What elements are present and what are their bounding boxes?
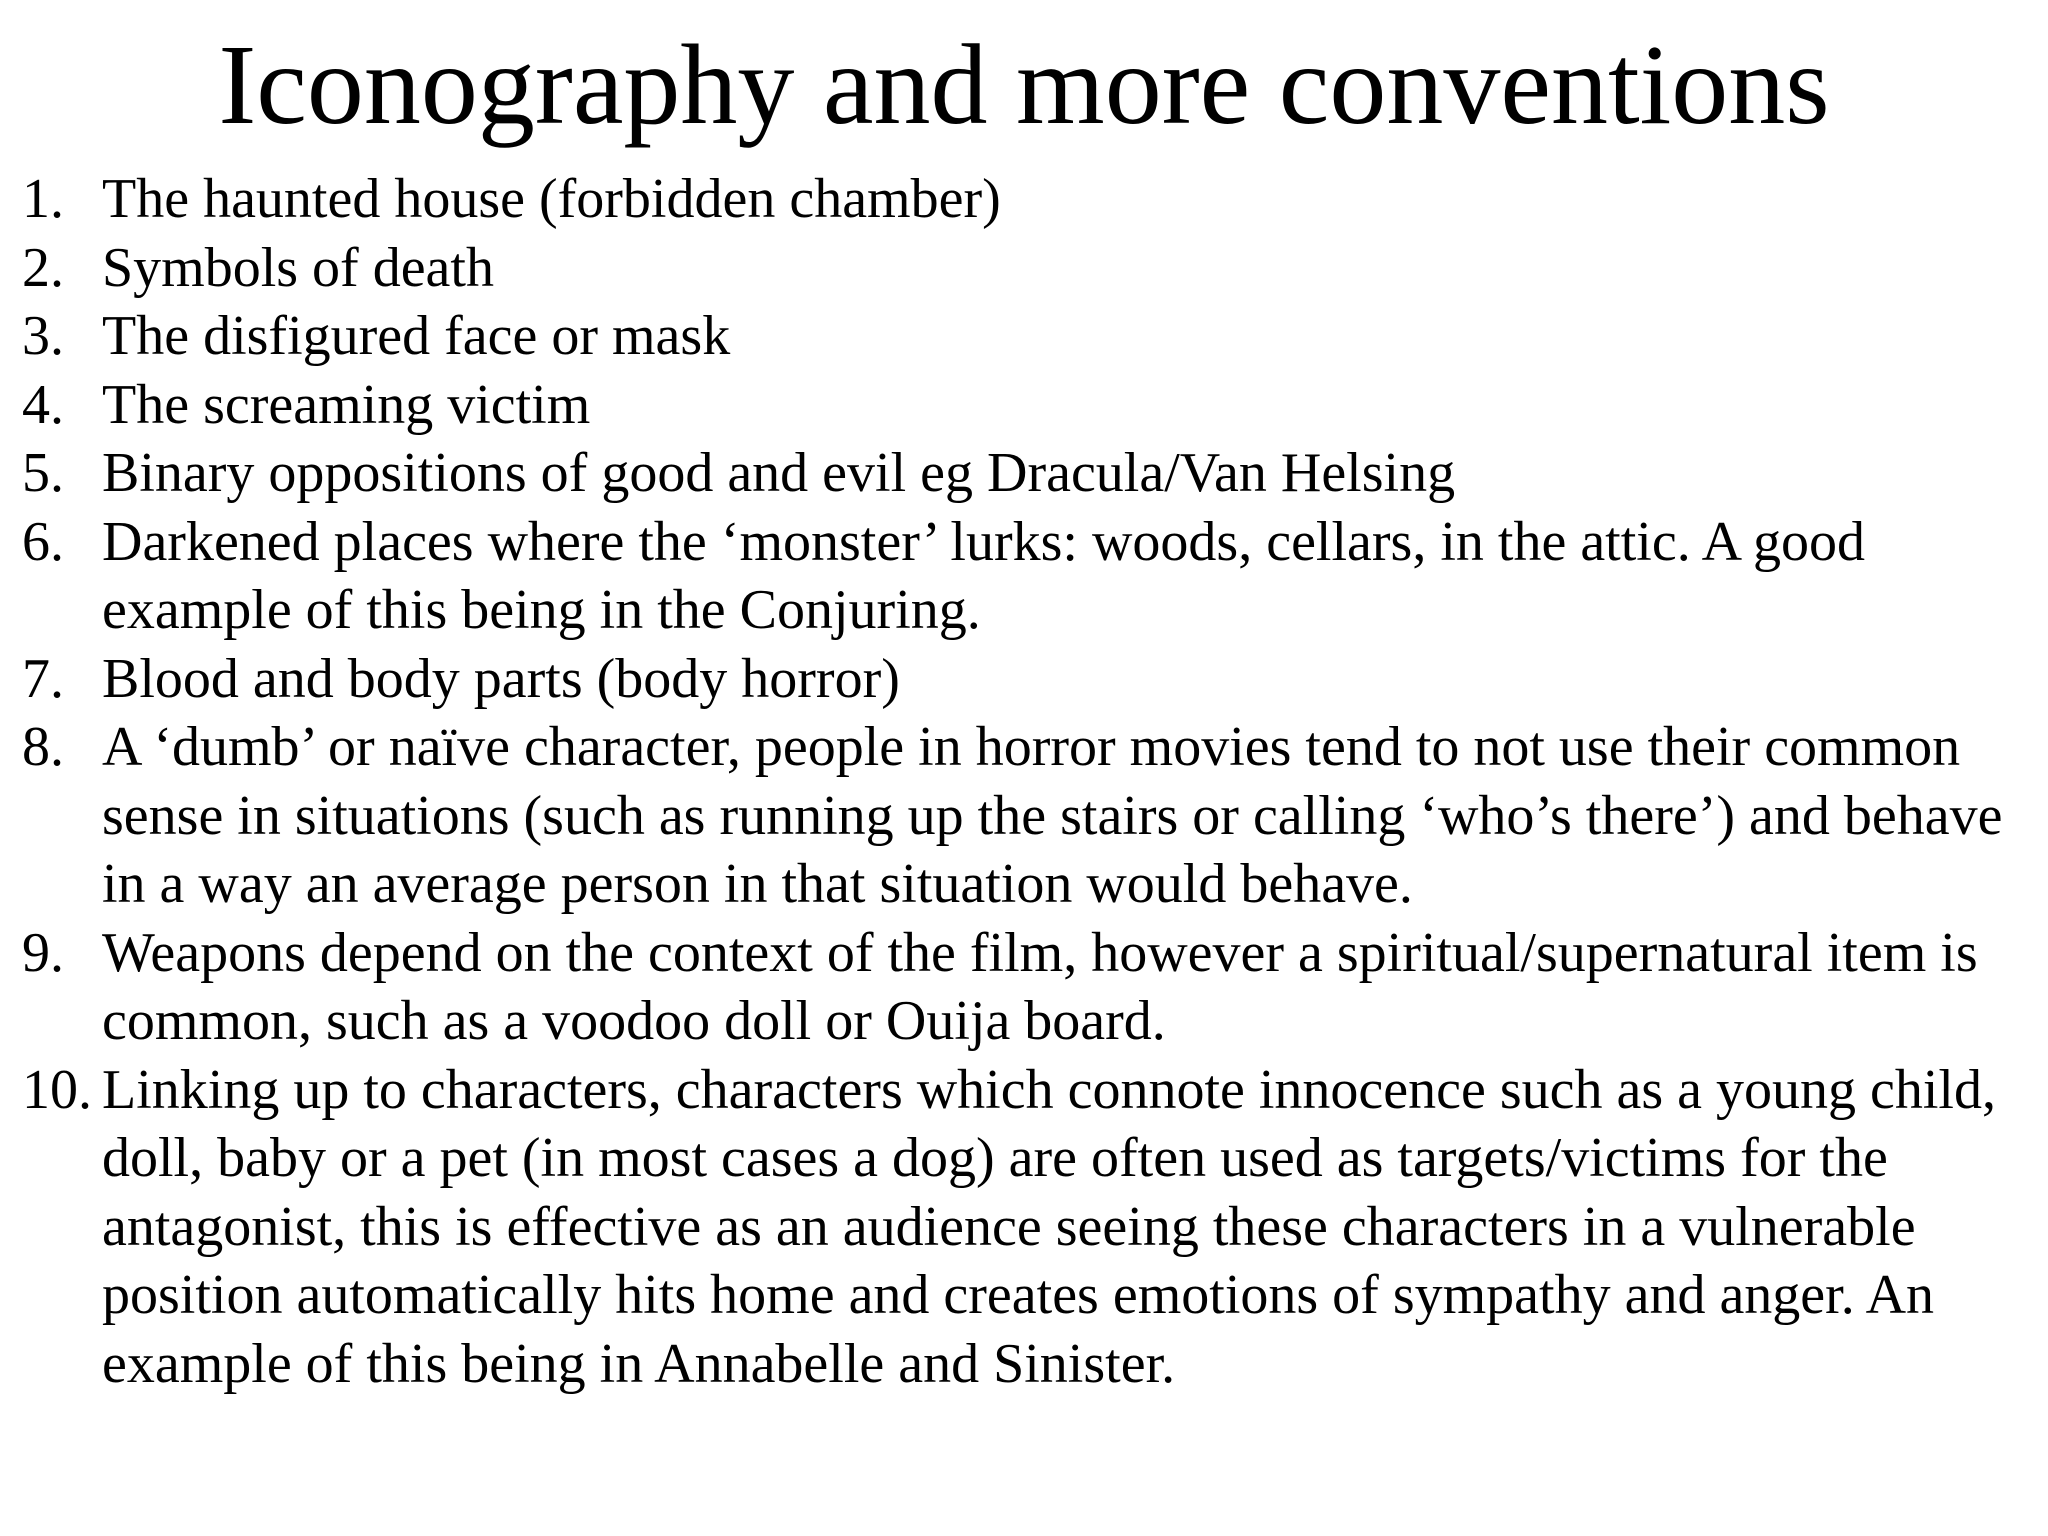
list-item-number: 4.: [22, 373, 64, 436]
list-item: [0, 508, 2048, 645]
list-item-text: sense in situations (such as running up the stairs or calling ‘who’s there’) and behave: [102, 784, 2003, 847]
list-item: [0, 919, 2048, 1056]
list-item-text: The haunted house (forbidden chamber): [102, 168, 1001, 230]
list-item-number: 2.: [22, 236, 64, 299]
list-item: [0, 302, 2048, 371]
list-item-text: The disfigured face or mask: [102, 305, 731, 367]
list-item-text: position automatically hits home and creates emotions of sympathy and anger. An: [102, 1264, 1935, 1326]
list-item-text: Darkened places where the ‘monster’ lurks: woods, cellars, in the attic. A good: [102, 510, 1865, 573]
list-item-text: antagonist, this is effective as an audience seeing these characters in a vulnerable: [102, 1195, 1916, 1258]
list-item: [0, 234, 2048, 303]
list-item-text: Symbols of death: [102, 236, 494, 299]
slide-title: Iconography and more conventions: [218, 21, 1830, 148]
list-item-number: 3.: [22, 305, 64, 367]
list-item-number: 6.: [22, 510, 64, 573]
list-item-text: example of this being in the Conjuring.: [102, 579, 981, 641]
list-item: [0, 165, 2048, 234]
list-item-text: Linking up to characters, characters which connote innocence such as a young child,: [102, 1058, 1996, 1121]
list-item-text: Blood and body parts (body horror): [102, 647, 900, 710]
list-item: [0, 645, 2048, 714]
list-item: [0, 713, 2048, 919]
list-item: [0, 439, 2048, 508]
list-item-text: common, such as a voodoo doll or Ouija board.: [102, 990, 1166, 1052]
list-item-number: 8.: [22, 716, 64, 778]
conventions-list: [0, 165, 2048, 1398]
list-item: [0, 371, 2048, 440]
list-item-number: 9.: [22, 921, 64, 984]
list-item-number: 7.: [22, 647, 64, 710]
list-item-text: Weapons depend on the context of the film, however a spiritual/supernatural item is: [102, 921, 1978, 984]
list-item: [0, 1056, 2048, 1399]
list-item-number: 1.: [22, 168, 64, 230]
list-item-text: A ‘dumb’ or naïve character, people in horror movies tend to not use their common: [102, 716, 1961, 778]
list-item-text: Binary oppositions of good and evil eg Dracula/Van Helsing: [102, 442, 1456, 504]
list-item-number: 10.: [22, 1058, 92, 1121]
list-item-text: in a way an average person in that situation would behave.: [102, 853, 1413, 915]
list-item-number: 5.: [22, 442, 64, 504]
list-item-text: doll, baby or a pet (in most cases a dog) are often used as targets/victims for the: [102, 1127, 1888, 1189]
list-item-text: example of this being in Annabelle and Sinister.: [102, 1332, 1176, 1395]
list-item-text: The screaming victim: [102, 373, 591, 436]
